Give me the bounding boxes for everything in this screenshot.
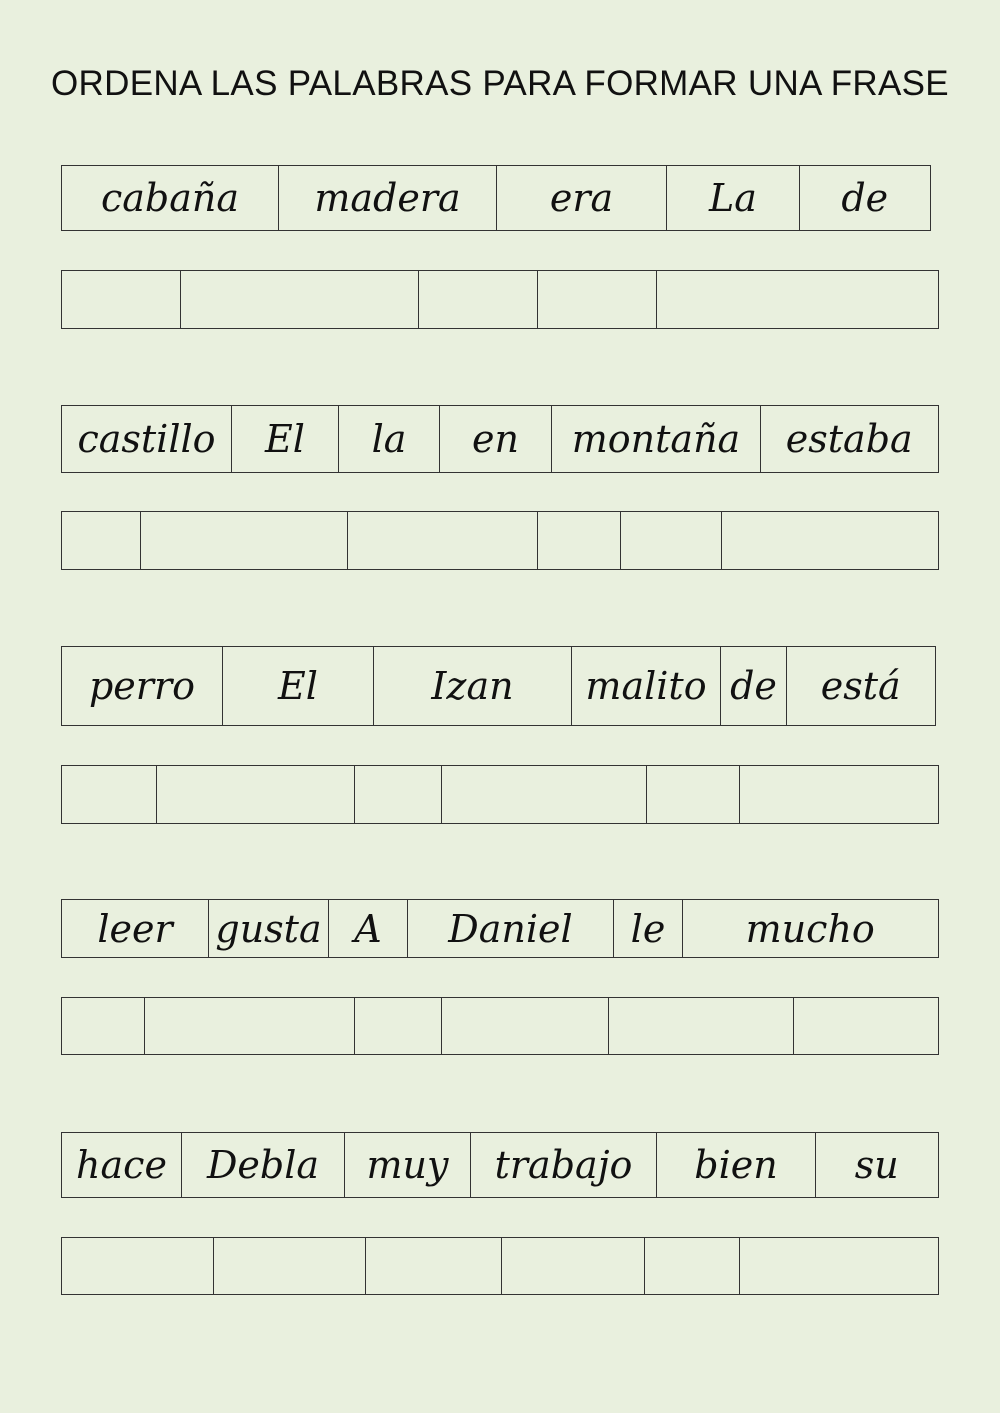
answer-slot[interactable] [722,512,939,569]
answer-slot[interactable] [740,766,939,823]
answer-slot[interactable] [740,1238,939,1294]
word-card[interactable]: hace [62,1133,182,1197]
word-row-3 [61,646,936,726]
answer-slot[interactable] [62,1238,214,1294]
answer-slot[interactable] [609,998,794,1054]
word-card[interactable]: Izan [374,647,572,725]
answer-slot[interactable] [442,766,647,823]
word-card[interactable]: cabaña [62,166,279,230]
word-card[interactable]: madera [279,166,497,230]
answer-slot[interactable] [157,766,355,823]
word-row-2 [61,405,939,473]
word-row-5 [61,1132,939,1198]
word-card[interactable]: su [816,1133,939,1197]
word-card[interactable]: en [440,406,552,472]
answer-row-4 [61,997,939,1055]
answer-slot[interactable] [62,766,157,823]
answer-slot[interactable] [141,512,348,569]
answer-row-1 [61,270,939,329]
word-card[interactable]: montaña [552,406,761,472]
word-card[interactable]: muy [345,1133,471,1197]
answer-slot[interactable] [348,512,538,569]
word-card[interactable]: la [339,406,440,472]
answer-slot[interactable] [355,998,442,1054]
word-card[interactable]: castillo [62,406,232,472]
word-row-4 [61,899,939,958]
word-card[interactable]: mucho [683,900,939,957]
answer-slot[interactable] [538,271,657,328]
answer-slot[interactable] [538,512,621,569]
word-card[interactable]: Daniel [408,900,614,957]
word-card[interactable]: de [800,166,931,230]
word-card[interactable]: El [232,406,339,472]
answer-slot[interactable] [366,1238,502,1294]
answer-slot[interactable] [794,998,939,1054]
answer-slot[interactable] [214,1238,366,1294]
word-card[interactable]: trabajo [471,1133,657,1197]
answer-row-5 [61,1237,939,1295]
answer-slot[interactable] [62,998,145,1054]
worksheet-title: ORDENA LAS PALABRAS PARA FORMAR UNA FRASE [51,64,949,103]
word-card[interactable]: malito [572,647,721,725]
word-card[interactable]: era [497,166,667,230]
answer-slot[interactable] [62,512,141,569]
answer-slot[interactable] [419,271,538,328]
answer-slot[interactable] [62,271,181,328]
word-card[interactable]: le [614,900,683,957]
answer-slot[interactable] [502,1238,645,1294]
answer-slot[interactable] [621,512,722,569]
word-card[interactable]: gusta [209,900,329,957]
answer-row-3 [61,765,939,824]
answer-slot[interactable] [657,271,939,328]
answer-slot[interactable] [355,766,442,823]
answer-slot[interactable] [442,998,609,1054]
word-card[interactable]: estaba [761,406,939,472]
word-card[interactable]: La [667,166,800,230]
word-card[interactable]: El [223,647,374,725]
word-card[interactable]: leer [62,900,209,957]
word-card[interactable]: de [721,647,787,725]
word-card[interactable]: perro [62,647,223,725]
word-card[interactable]: Debla [182,1133,345,1197]
answer-slot[interactable] [145,998,355,1054]
answer-slot[interactable] [645,1238,740,1294]
word-card[interactable]: bien [657,1133,816,1197]
word-card[interactable]: está [787,647,936,725]
word-card[interactable]: A [329,900,408,957]
answer-row-2 [61,511,939,570]
word-row-1 [61,165,931,231]
answer-slot[interactable] [181,271,419,328]
answer-slot[interactable] [647,766,740,823]
